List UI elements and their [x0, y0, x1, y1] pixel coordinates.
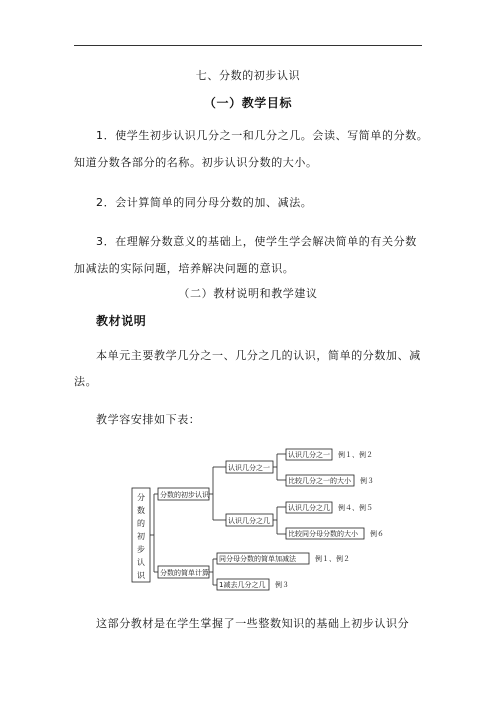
goal-3-line-2: 加减法的实际问题，培养解决问题的意识。	[74, 262, 295, 275]
root-char: 识	[137, 571, 145, 580]
goal-1-line-2: 知道分数各部分的名称。初步认识分数的大小。	[74, 156, 318, 169]
section-2-title: （二）教材说明和教学建议	[178, 287, 318, 300]
example-a1-2: 例３	[360, 477, 374, 485]
root-char: 数	[137, 506, 145, 515]
content-diagram	[120, 448, 420, 598]
leaf-a1-2-label: 比较几分之一的大小	[288, 477, 351, 485]
arrangement-caption: 教学容安排如下表：	[96, 413, 201, 426]
branch-b-label: 分数的简单计算	[160, 569, 209, 577]
example-b1: 例１、例２	[315, 555, 350, 563]
goal-3-line-1: 3．在理解分数意义的基础上，使学生学会解决简单的有关分数	[96, 235, 417, 248]
root-char: 认	[137, 558, 145, 567]
root-char: 分	[137, 493, 145, 502]
leaf-b1-label: 同分母分数的简单加减法	[219, 555, 296, 563]
leaf-a2-1-label: 认识几分之几	[288, 504, 330, 512]
intro-line-2: 法。	[74, 375, 98, 388]
leaf-b2-label: 1减去几分之几	[219, 581, 266, 589]
closing-line: 这部分教材是在学生掌握了一些整数知识的基础上初步认识分	[96, 617, 410, 630]
node-a1-label: 认识几分之一	[228, 464, 270, 472]
header-rule	[74, 45, 422, 46]
root-char: 步	[137, 545, 145, 554]
root-char: 的	[137, 519, 145, 528]
node-a2-label: 认识几分之几	[228, 517, 270, 525]
chapter-heading: 七、分数的初步认识	[195, 69, 301, 82]
leaf-a1-1-label: 认识几分之一	[288, 451, 330, 459]
root-char: 初	[137, 532, 145, 541]
subheading: 教材说明	[96, 314, 147, 328]
goal-1-line-1: 1．使学生初步认识几分之一和几分之几。会读、写简单的分数。	[96, 129, 429, 142]
branch-a-label: 分数的初步认识	[160, 491, 209, 499]
example-a2-1: 例４、例５	[338, 504, 373, 512]
example-a2-2: 例６	[370, 530, 384, 538]
example-a1-1: 例１、例２	[338, 451, 373, 459]
goal-2-line-1: 2．会计算简单的同分母分数的加、减法。	[96, 196, 313, 209]
section-1-title: （一）教学目标	[203, 96, 293, 110]
intro-line-1: 本单元主要教学几分之一、几分之几的认识，简单的分数加、减	[96, 349, 421, 362]
example-b2: 例３	[275, 581, 289, 589]
leaf-a2-2-label: 比较同分母分数的大小	[288, 530, 358, 538]
